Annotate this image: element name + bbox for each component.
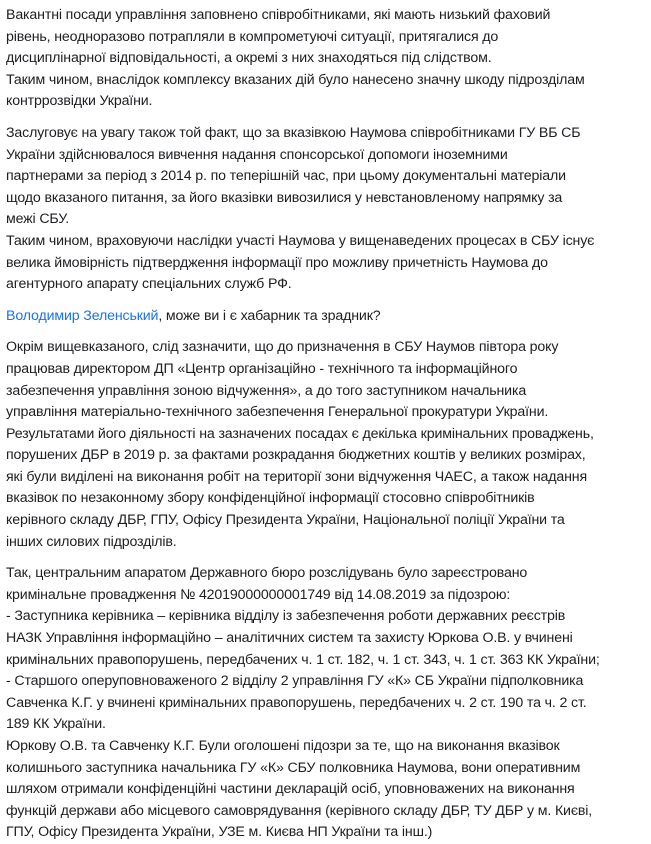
text-line: 189 КК України.	[6, 716, 106, 733]
text-line	[6, 306, 645, 328]
text-line: Результатами його діяльності на зазначених посадах є декілька кримінальних проваджень,	[6, 425, 594, 442]
paragraph-background	[6, 337, 645, 553]
text-line: Юркову О.В. та Савченку К.Г. Були оголошені підозри за те, що на виконання вказівок	[6, 738, 560, 754]
paragraph-vacancies	[6, 5, 645, 113]
text-line: Вакантні посади управління заповнено співробітниками, які мають низький фаховий	[6, 7, 551, 23]
text-line: контррозвідки України.	[6, 93, 153, 110]
text-line: Так, центральним апаратом Державного бюро розслідувань було зареєстровано	[6, 565, 528, 582]
text-line: забезпечення управління зоною відчуження», а до того заступником начальника	[6, 382, 527, 399]
text-line: Заслуговує на увагу також той факт, що за вказівкою Наумова співробітниками ГУ ВБ СБ	[6, 124, 581, 141]
text-line: управління матеріально-технічного забезпечення Генеральної прокуратури України.	[6, 404, 549, 421]
text-line: кримінальне провадження № 42019000000001749 від 14.08.2019 за підозрою:	[6, 586, 511, 603]
text-line: Окрім вищевказаного, слід зазначити, що до призначення в СБУ Наумов півтора року	[6, 339, 559, 356]
text-line: функцій держави або місцевого самоврядування (керівного складу ДБР, ТУ ДБР у м. Києві,	[6, 802, 593, 819]
text-line: рівень, неодноразово потрапляли в компрометуючі ситуації, притягалися до	[6, 28, 499, 45]
mention-link-zelensky[interactable]: Володимир Зеленський	[6, 307, 159, 324]
text-line: Таким чином, внаслідок комплексу вказаних дій було нанесено значну шкоду підрозділам	[6, 71, 585, 88]
text-line: порушених ДБР в 2019 р. за фактами розкрадання бюджетних коштів у великих розмірах,	[6, 447, 586, 464]
text-line: Таким чином, враховуючи наслідки участі Наумова у вищенаведених процесах в СБУ існує	[6, 232, 595, 249]
text-line: ГПУ, Офісу Президента України, УЗЕ м. Києва НП України та інш.)	[6, 824, 433, 841]
text-line: щодо вказаного питання, за його вказівки вивозилися у невстановленому напрямку за	[6, 189, 563, 206]
text-line: кримінальних правопорушень, передбачених ч. 1 ст. 182, ч. 1 ст. 343, ч. 1 ст. 363 КК України;	[6, 651, 600, 668]
text-line: дисциплінарної відповідальності, а окремі з них знаходяться під слідством.	[6, 50, 492, 67]
paragraph-sponsorship	[6, 123, 645, 296]
text-line: вказівок по незаконному збору конфіденційної інформації стосовно співробітників	[6, 490, 535, 507]
text-line: партнерами за період з 2014 р. по теперішній час, при цьому документальні матеріали	[6, 168, 566, 185]
text-line: шляхом отримали конфіденційні частини декларацій осіб, уповноважених на виконання	[6, 781, 575, 798]
text-line: - Заступника керівника – керівника відділу із забезпечення роботи державних реєстрів	[6, 608, 566, 625]
text-line: інших силових підрозділів.	[6, 533, 177, 550]
text-line: які були виділені на виконання робіт на території зони відчуження ЧАЕС, а також надання	[6, 468, 588, 485]
paragraph-criminal-case	[6, 563, 645, 844]
mention-question: , може ви і є хабарник та зрадник?	[158, 307, 381, 324]
text-line: України здійснювалося вивчення надання спонсорської допомоги іноземними	[6, 146, 508, 163]
text-line: колишнього заступника начальника ГУ «К» СБУ полковника Наумова, вони оперативним	[6, 759, 581, 776]
text-line: - Старшого оперуповноваженого 2 відділу 2 управління ГУ «К» СБ України підполковника	[6, 673, 584, 690]
text-line: Савченка К.Г. у вчинені кримінальних правопорушень, передбачених ч. 2 ст. 190 та ч. 2 ст.	[6, 694, 587, 711]
text-line: межі СБУ.	[6, 211, 70, 228]
paragraph-mention	[6, 306, 645, 328]
text-line: велика ймовірність підтвердження інформації про можливу причетність Наумова до	[6, 254, 548, 271]
text-line: працював директором ДП «Центр організаційно - технічного та інформаційного	[6, 360, 518, 377]
text-line: агентурного апарату спеціальних служб РФ.	[6, 276, 292, 293]
text-line: керівного складу ДБР, ГПУ, Офісу Президента України, Національної поліції України та	[6, 512, 565, 529]
text-line: НАЗК Управління інформаційно – аналітичних систем та захисту Юркова О.В. у вчинені	[6, 630, 573, 647]
